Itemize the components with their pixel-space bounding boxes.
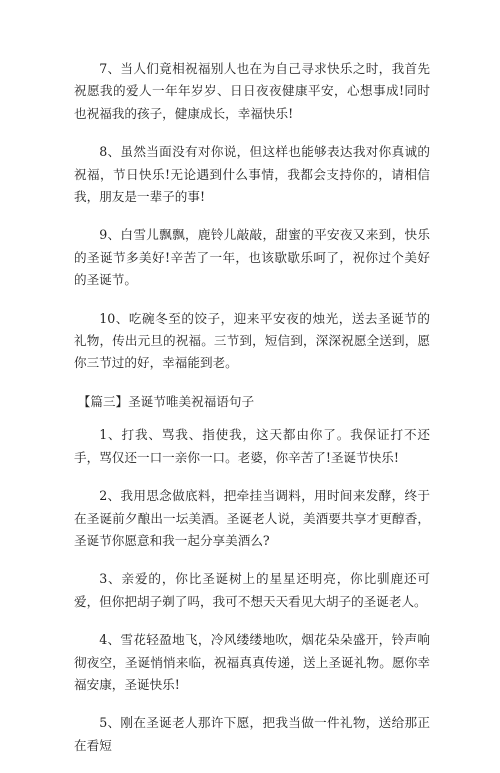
document-body [74,58,430,773]
paragraph-item-3: 3、亲爱的，你比圣诞树上的星星还明亮，你比驯鹿还可爱，但你把胡子剃了吗，我可不想天天看见大胡子的圣诞老人。 [74,571,430,609]
paragraph-item-1: 1、打我、骂我、指使我，这天都由你了。我保证打不还手，骂仅还一口一亲你一口。老婆，你辛苦了!圣诞节快乐! [74,427,430,465]
paragraph-item-5: 5、刚在圣诞老人那许下愿，把我当做一件礼物，送给那正在看短 [74,715,430,753]
paragraph-item-2: 2、我用思念做底料，把牵挂当调料，用时间来发酵，终于在圣诞前夕酿出一坛美酒。圣诞老人说，美酒要共享才更醇香，圣诞节你愿意和我一起分享美酒么? [74,488,430,548]
paragraph-item-9: 9、白雪儿飘飘，鹿铃儿敲敲，甜蜜的平安夜又来到，快乐的圣诞节多美好!辛苦了一年，也该歇歇乐呵了，祝你过个美好的圣诞节。 [74,227,430,288]
paragraph-item-7: 7、当人们竟相祝福别人也在为自己寻求快乐之时，我首先祝愿我的爱人一年年岁岁、日日夜夜健康平安，心想事成!同时也祝福我的孩子，健康成长，幸福快乐! [74,61,430,121]
section-heading: 【篇三】圣诞节唯美祝福语句子 [77,393,255,409]
paragraph-item-8: 8、虽然当面没有对你说，但这样也能够表达我对你真诚的祝福，节日快乐!无论遇到什么事情，我都会支持你的，请相信我，朋友是一辈子的事! [74,144,430,205]
paragraph-item-10: 10、吃碗冬至的饺子，迎来平安夜的烛光，送去圣诞节的礼物，传出元旦的祝福。三节到，短信到，深深祝愿全送到，愿你三节过的好，幸福能到老。 [74,310,430,371]
paragraph-item-4: 4、雪花轻盈地飞，冷风缕缕地吹，烟花朵朵盛开，铃声响彻夜空，圣诞悄悄来临，祝福真真传递，送上圣诞礼物。愿你幸福安康，圣诞快乐! [74,632,430,692]
